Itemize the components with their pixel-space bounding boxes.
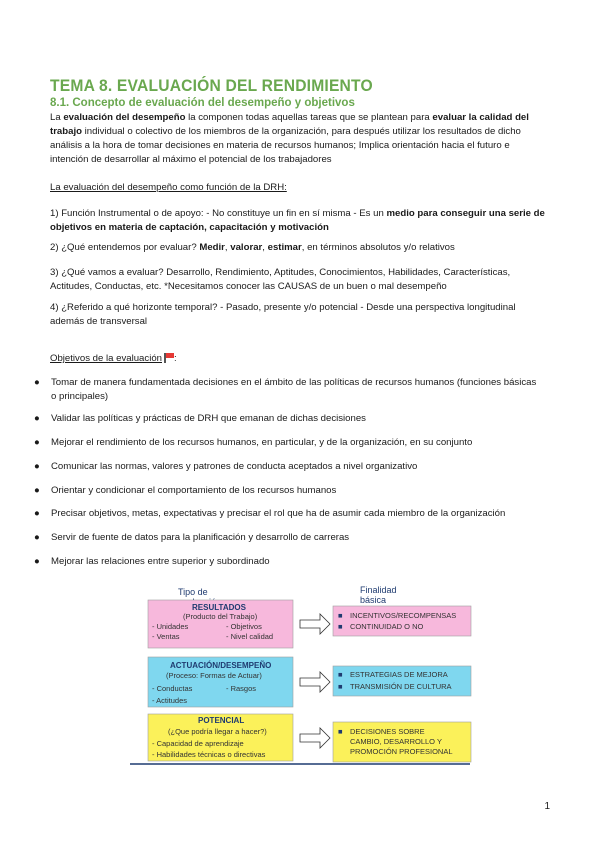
bullet-icon: ●: [34, 413, 40, 424]
bullet-icon: ●: [34, 556, 40, 567]
objectives-heading: Objetivos de la evaluación :: [50, 353, 177, 364]
arrow-icon: [300, 728, 330, 748]
diagram-left-header: Tipo de: [178, 587, 208, 597]
drh-heading: La evaluación del desempeño como función de la DRH:: [50, 182, 287, 193]
resultados-title: RESULTADOS: [192, 603, 246, 612]
arrow-icon: [300, 672, 330, 692]
bullet-icon: ●: [34, 485, 40, 496]
bullet-icon: ●: [34, 377, 40, 388]
potencial-title: POTENCIAL: [198, 716, 245, 725]
bullet-square-icon: ■: [338, 622, 343, 631]
actuacion-subtitle: (Proceso: Formas de Actuar): [166, 671, 262, 680]
bullet-square-icon: ■: [338, 727, 343, 736]
page-number: 1: [544, 801, 550, 812]
intro-paragraph: La evaluación del desempeño la componen todas aquellas tareas que se plantean para evaluar la calidad del trabajo individual o colectivo de los miembros de la organización, para después utilizar los resultados de dicho análisis a la hora de tomar decisiones en materia de recursos humanos; Implica orientación hacia el futuro e intención de desarrollar al máximo el potencial de los trabajadores: [50, 112, 529, 165]
bullet-icon: ●: [34, 508, 40, 519]
bullet-icon: ●: [34, 532, 40, 543]
point-3: 3) ¿Qué vamos a evaluar? Desarrollo, Rendimiento, Aptitudes, Conocimientos, Habilidades, Características, Actitudes, Conductas, etc. *Necesitamos conocer las CAUSAS de un buen o mal desempeño: [50, 267, 511, 292]
bullet-icon: ●: [34, 437, 40, 448]
page-title: TEMA 8. EVALUACIÓN DEL RENDIMIENTO: [50, 76, 373, 95]
bullet-square-icon: ■: [338, 670, 343, 679]
point-1: 1) Función Instrumental o de apoyo: - No constituye un fin en sí misma - Es un medio para conseguir una serie de objetivos en materia de captación, capacitación y motivación: [50, 208, 545, 233]
potencial-subtitle: (¿Que podría llegar a hacer?): [168, 727, 267, 736]
point-4: 4) ¿Referido a qué horizonte temporal? - Pasado, presente y/o potencial - Desde una perspectiva longitudinal además de transversal: [50, 302, 516, 327]
actuacion-title: ACTUACIÓN/DESEMPEÑO: [170, 661, 272, 670]
point-2: 2) ¿Qué entendemos por evaluar? Medir, valorar, estimar, en términos absolutos y/o relativos: [50, 242, 455, 253]
bullet-icon: ●: [34, 461, 40, 472]
arrow-icon: [300, 614, 330, 634]
section-subtitle: 8.1. Concepto de evaluación del desempeño y objetivos: [50, 97, 355, 109]
diagram-right-header: Finalidad básica: [360, 585, 397, 605]
bullet-square-icon: ■: [338, 682, 343, 691]
resultados-subtitle: (Producto del Trabajo): [183, 612, 258, 621]
bullet-square-icon: ■: [338, 611, 343, 620]
